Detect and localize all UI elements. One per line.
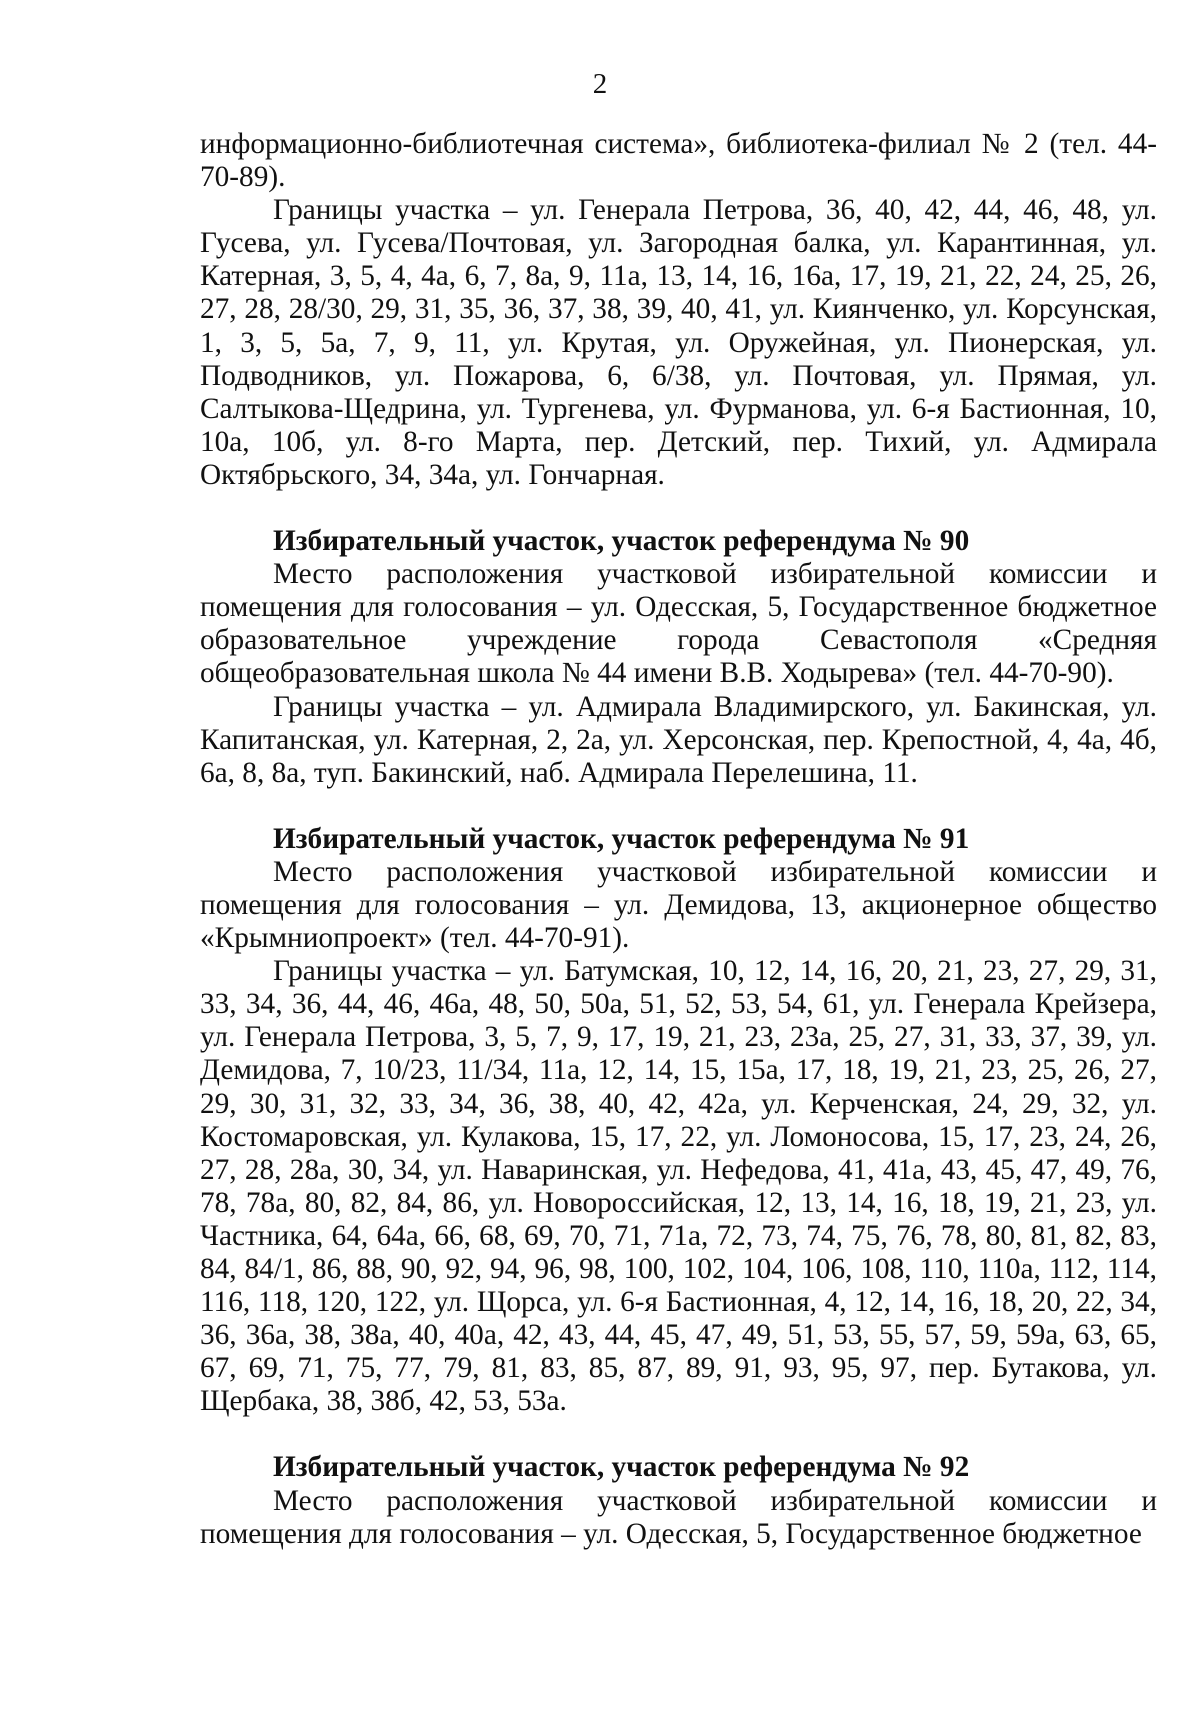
paragraph-library-continuation: информационно-библиотечная система», библиотека-филиал № 2 (тел. 44-70-89). — [200, 128, 1157, 194]
document-body — [200, 128, 1157, 1551]
page-number: 2 — [592, 68, 608, 100]
paragraph-district-90-boundaries: Границы участка – ул. Адмирала Владимирского, ул. Бакинская, ул. Капитанская, ул. Катерная, 2, 2а, ул. Херсонская, пер. Крепостной, 4, 4а, 4б, 6а, 8, 8а, туп. Бакинский, наб. Адмирала Перелешина, 11. — [200, 690, 1157, 789]
paragraph-district-91-boundaries: Границы участка – ул. Батумская, 10, 12, 14, 16, 20, 21, 23, 27, 29, 31, 33, 34, 36, 44, 46, 46а, 48, 50, 50а, 51, 52, 53, 54, 61, ул. Генерала Крейзера, ул. Генерала Петрова, 3, 5, 7, 9, 17, 19, 21, 23, 23а, 25, 27, 31, 33, 37, 39, ул. Демидова, 7, 10/23, 11/34, 11а, 12, 14, 15, 15а, 17, 18, 19, 21, 23, 25, 26, 27, 29, 30, 31, 32, 33, 34, 36, 38, 40, 42, 42а, ул. Керченская, 24, 29, 32, ул. Костомаровская, ул. Кулакова, 15, 17, 22, ул. Ломоносова, 15, 17, 23, 24, 26, 27, 28, 28а, 30, 34, ул. Наваринская, ул. Нефедова, 41, 41а, 43, 45, 47, 49, 76, 78, 78а, 80, 82, 84, 86, ул. Новороссийская, 12, 13, 14, 16, 18, 19, 21, 23, ул. Частника, 64, 64а, 66, 68, 69, 70, 71, 71а, 72, 73, 74, 75, 76, 78, 80, 81, 82, 83, 84, 84/1, 86, 88, 90, 92, 94, 96, 98, 100, 102, 104, 106, 108, 110, 110а, 112, 114, 116, 118, 120, 122, ул. Щорса, ул. 6-я Бастионная, 4, 12, 14, 16, 18, 20, 22, 34, 36, 36а, 38, 38а, 40, 40а, 42, 43, 44, 45, 47, 49, 51, 53, 55, 57, 59, 59а, 63, 65, 67, 69, 71, 75, 77, 79, 81, 83, 85, 87, 89, 91, 93, 95, 97, пер. Бутакова, ул. Щербака, 38, 38б, 42, 53, 53а. — [200, 955, 1157, 1418]
paragraph-district-91-location: Место расположения участковой избирательной комиссии и помещения для голосования – ул. Демидова, 13, акционерное общество «Крымниопроект» (тел. 44-70-91). — [200, 855, 1157, 955]
heading-district-91: Избирательный участок, участок референдума № 91 — [273, 822, 970, 855]
heading-district-90: Избирательный участок, участок референдума № 90 — [273, 525, 970, 558]
paragraph-district-92-location: Место расположения участковой избирательной комиссии и помещения для голосования – ул. Одесская, 5, Государственное бюджетное — [200, 1484, 1157, 1550]
heading-district-92: Избирательный участок, участок референдума № 92 — [273, 1451, 970, 1484]
paragraph-district-90-location: Место расположения участковой избирательной комиссии и помещения для голосования – ул. Одесская, 5, Государственное бюджетное образовательное учреждение города Севастополя «Средняя общеобразовательная школа № 44 имени В.В. Ходырева» (тел. 44-70-90). — [200, 558, 1157, 690]
paragraph-district-89-boundaries: Границы участка – ул. Генерала Петрова, 36, 40, 42, 44, 46, 48, ул. Гусева, ул. Гусева/Почтовая, ул. Загородная балка, ул. Карантинная, ул. Катерная, 3, 5, 4, 4а, 6, 7, 8а, 9, 11а, 13, 14, 16, 16а, 17, 19, 21, 22, 24, 25, 26, 27, 28, 28/30, 29, 31, 35, 36, 37, 38, 39, 40, 41, ул. Киянченко, ул. Корсунская, 1, 3, 5, 5а, 7, 9, 11, ул. Крутая, ул. Оружейная, ул. Пионерская, ул. Подводников, ул. Пожарова, 6, 6/38, ул. Почтовая, ул. Прямая, ул. Салтыкова-Щедрина, ул. Тургенева, ул. Фурманова, ул. 6-я Бастионная, 10, 10а, 10б, ул. 8-го Марта, пер. Детский, пер. Тихий, ул. Адмирала Октябрьского, 34, 34а, ул. Гончарная. — [200, 194, 1157, 491]
